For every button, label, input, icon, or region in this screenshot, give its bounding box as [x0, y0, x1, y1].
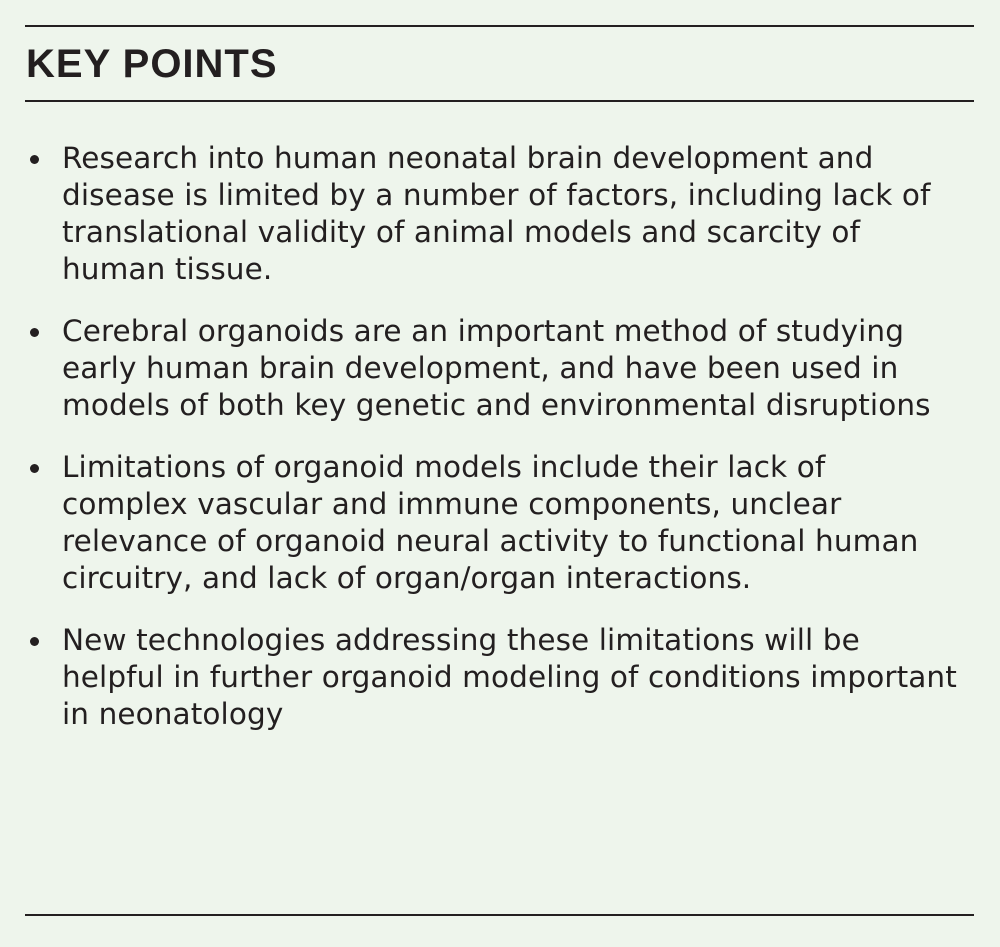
bullet-icon [30, 464, 39, 473]
key-point-item [0, 622, 1000, 733]
key-point-item [0, 313, 1000, 424]
key-point-text: Cerebral organoids are an important method of studying early human brain development, and have been used in models of both key genetic and environmental disruptions [62, 314, 931, 422]
bullet-icon [30, 155, 39, 164]
bullet-icon [30, 637, 39, 646]
bullet-icon [30, 328, 39, 337]
heading-rule [25, 100, 974, 102]
top-rule [25, 25, 974, 27]
key-point-text: Research into human neonatal brain development and disease is limited by a number of factors, including lack of translational validity of animal models and scarcity of human tissue. [62, 141, 931, 286]
key-points-heading: KEY POINTS [26, 42, 278, 86]
key-point-text: Limitations of organoid models include their lack of complex vascular and immune components, unclear relevance of organoid neural activity to functional human circuitry, and lack of organ/organ interactions. [62, 450, 919, 595]
bottom-rule [25, 914, 974, 916]
key-point-item [0, 449, 1000, 597]
key-point-text: New technologies addressing these limitations will be helpful in further organoid modeling of conditions important in neonatology [62, 623, 957, 731]
key-points-list [0, 140, 1000, 758]
key-point-item [0, 140, 1000, 288]
